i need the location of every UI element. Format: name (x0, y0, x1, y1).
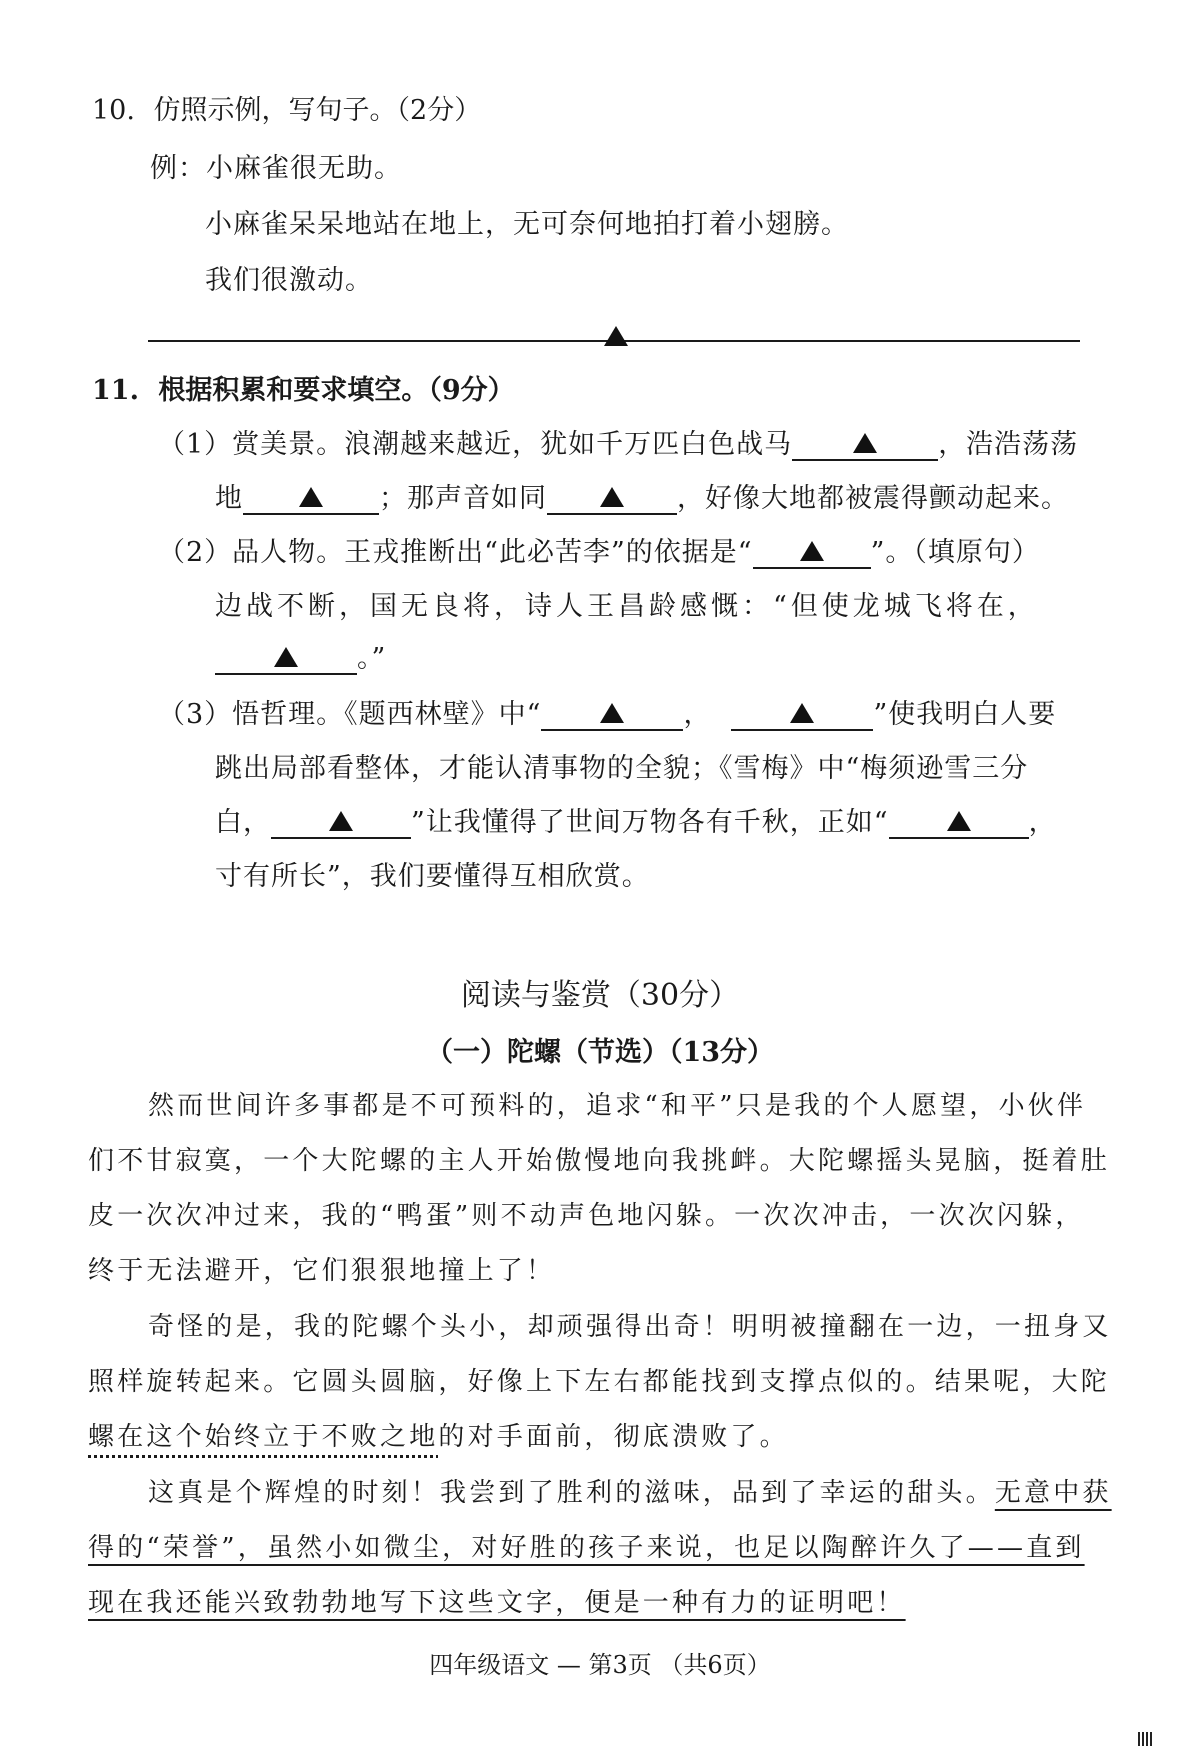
answer-marker-icon (604, 318, 628, 350)
q11-header (92, 368, 515, 407)
fill-blank-7[interactable] (731, 695, 873, 731)
para2-line1: 奇怪的是，我的陀螺个头小，却顽强得出奇！明明被撞翻在一边，一扭身又 (148, 1312, 1112, 1342)
underlined-sentence-middle: 得的“荣誉”，虽然小如微尘，对好胜的孩子来说，也足以陶醉许久了——直到 (88, 1533, 1085, 1563)
fill-blank-8[interactable] (271, 803, 411, 839)
answer-marker-icon (329, 811, 353, 831)
q11-p1-text-c: 地 (215, 483, 243, 514)
q11-p3-line3 (215, 800, 1057, 839)
fill-blank-6[interactable] (541, 695, 683, 731)
para1-line4: 终于无法避开，它们狠狠地撞上了！ (88, 1256, 556, 1286)
q11-title: 根据积累和要求填空。（9分） (158, 375, 515, 406)
fill-blank-1[interactable] (792, 425, 938, 461)
q11-p3-text-f: ， (1028, 807, 1057, 838)
q11-p1-text-d: ；那声音如同 (379, 483, 547, 514)
para1-line3: 皮一次次冲过来，我的“鸭蛋”则不动声色地闪躲。一次次冲击，一次次闪躲， (88, 1201, 1085, 1231)
answer-marker-icon (790, 703, 814, 723)
answer-marker-icon (274, 647, 298, 667)
answer-marker-icon (299, 487, 323, 507)
q11-p2-line1 (158, 530, 1040, 569)
answer-marker-icon (600, 487, 624, 507)
fill-blank-4[interactable] (753, 533, 871, 569)
q11-p2-line3 (215, 636, 386, 675)
para2-line3-rest: 的对手面前，彻底溃败了。 (438, 1422, 789, 1452)
section-title: 阅读与鉴赏（30分） (460, 978, 740, 1013)
fill-blank-5[interactable] (215, 639, 357, 675)
answer-marker-icon (800, 541, 824, 561)
example-sentence: 小麻雀很无助。 (206, 153, 402, 184)
dotted-phrase: 螺在这个始终立于不败之地 (88, 1422, 439, 1452)
q11-p3-text-c: ”使我明白人要 (873, 699, 1057, 730)
para1-line2: 们不甘寂寞，一个大陀螺的主人开始傲慢地向我挑衅。大陀螺摇头晃脑，挺着肚 (88, 1146, 1111, 1176)
q11-p1-line2 (215, 476, 1069, 515)
underlined-sentence-end: 现在我还能兴致勃勃地写下这些文字，便是一种有力的证明吧！ (88, 1588, 906, 1618)
q10-title: 仿照示例，写句子。（2分） (153, 95, 482, 126)
para2-line3 (88, 1416, 789, 1453)
q11-p1-text-b: ，浩浩荡荡 (938, 429, 1079, 460)
q11-p3-text-e: ”让我懂得了世间万物各有千秋，正如“ (411, 807, 889, 838)
example-expanded: 小麻雀呆呆地站在地上，无可奈何地拍打着小翅膀。 (205, 209, 849, 240)
answer-marker-icon (947, 811, 971, 831)
example-label: 例： (150, 153, 206, 184)
q11-p2-line2: 边战不断，国无良将，诗人王昌龄感慨：“但使龙城飞将在， (215, 591, 1039, 622)
q11-p2-text-b: ”。（填原句） (870, 537, 1040, 568)
q11-p3-line1 (158, 692, 1056, 731)
q11-p1-text-a: （1）赏美景。浪潮越来越近，犹如千万匹白色战马 (158, 429, 793, 460)
para3-line1 (148, 1472, 1112, 1509)
q11-p3-line4: 寸有所长”，我们要懂得互相欣赏。 (215, 861, 650, 892)
task-sentence: 我们很激动。 (205, 265, 373, 296)
q11-p3-text-b: ， (683, 699, 712, 730)
fill-blank-9[interactable] (889, 803, 1029, 839)
para3-line1-plain: 这真是个辉煌的时刻！我尝到了胜利的滋味，品到了幸运的甜头。 (148, 1478, 995, 1508)
q10-header (92, 88, 481, 127)
q11-p2-text-c: 。” (357, 643, 387, 674)
page-footer: 四年级语文 — 第3页 （共6页） (429, 1651, 771, 1679)
q11-p3-line2: 跳出局部看整体，才能认清事物的全貌；《雪梅》中“梅须逊雪三分 (215, 753, 1029, 784)
passage-title: （一）陀螺（节选）（13分） (425, 1037, 775, 1068)
q11-p1-text-e: ，好像大地都被震得颤动起来。 (677, 483, 1069, 514)
para1-line1: 然而世间许多事都是不可预料的，追求“和平”只是我的个人愿望，小伙伴 (148, 1091, 1087, 1121)
qr-code-icon (1138, 1732, 1152, 1746)
answer-marker-icon (853, 433, 877, 453)
q10-example (150, 146, 402, 185)
answer-marker-icon (600, 703, 624, 723)
q11-p2-text-a: （2）品人物。王戎推断出“此必苦李”的依据是“ (158, 537, 753, 568)
q10-number: 10. (92, 95, 135, 126)
para2-line2: 照样旋转起来。它圆头圆脑，好像上下左右都能找到支撑点似的。结果呢，大陀 (88, 1367, 1111, 1397)
fill-blank-2[interactable] (243, 479, 379, 515)
q11-p3-text-d: 白， (215, 807, 271, 838)
q11-p1-line1 (158, 422, 1078, 461)
q11-number: 11. (92, 375, 139, 406)
q11-p3-text-a: （3）悟哲理。《题西林壁》中“ (158, 699, 542, 730)
fill-blank-3[interactable] (547, 479, 677, 515)
underlined-sentence-start: 无意中获 (994, 1478, 1112, 1508)
